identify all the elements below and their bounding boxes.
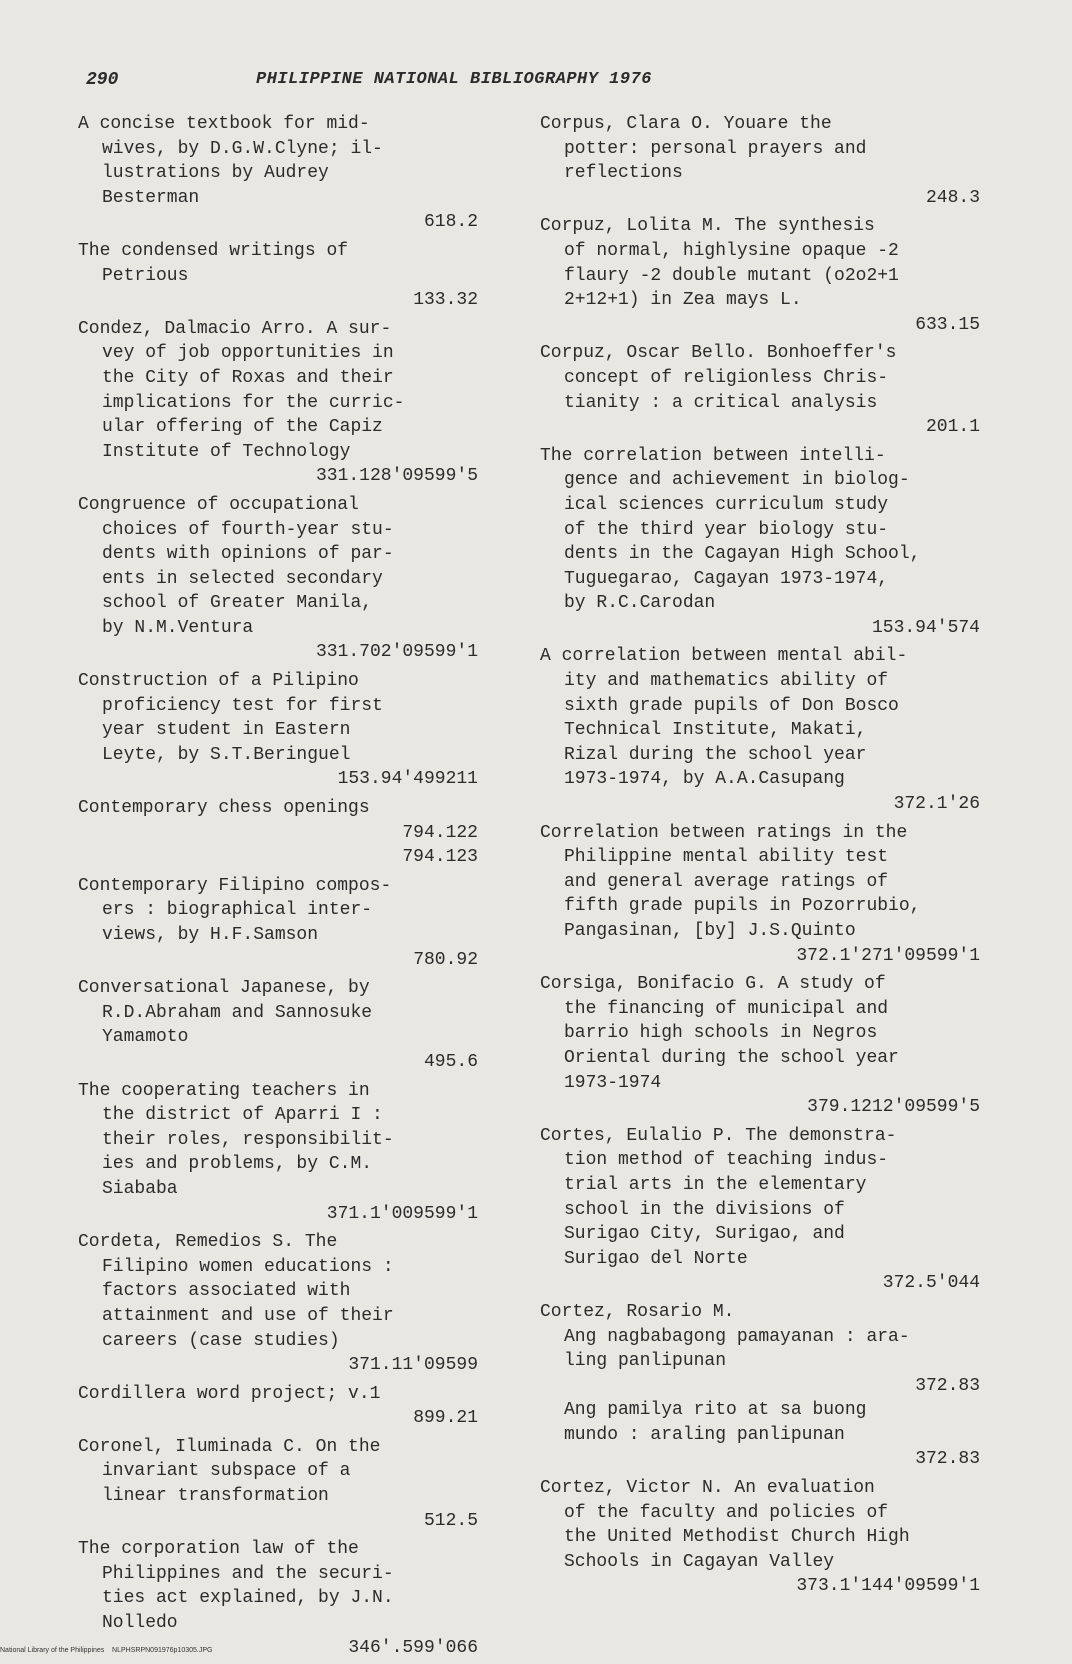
entry-line: Schools in Cagayan Valley xyxy=(564,1551,835,1572)
entry-line: the district of Aparri I : xyxy=(102,1105,383,1126)
class-number: 372.83 xyxy=(915,1375,980,1396)
bib-entry xyxy=(78,669,478,792)
entry-line: proficiency test for first xyxy=(102,695,383,716)
entry-line: invariant subspace of a xyxy=(102,1461,351,1482)
entry-line: the financing of municipal and xyxy=(564,998,889,1019)
entry-line: the City of Roxas and their xyxy=(102,367,394,388)
class-number: 372.1'26 xyxy=(893,794,980,815)
entry-line: Siababa xyxy=(102,1178,178,1199)
entry-line: Surigao City, Surigao, and xyxy=(564,1224,845,1245)
entry-line: Technical Institute, Makati, xyxy=(564,720,867,741)
entry-line: Pangasinan, [by] J.S.Quinto xyxy=(564,921,856,941)
class-number: 794.123 xyxy=(402,847,478,868)
class-number: 512.5 xyxy=(423,1510,478,1531)
sub-entry-line: mundo : araling panlipunan xyxy=(564,1424,845,1445)
entry-line: year student in Eastern xyxy=(102,720,351,741)
class-number: 371.11'09599 xyxy=(348,1355,478,1376)
bib-entry xyxy=(540,972,980,1120)
entry-line: Nolledo xyxy=(102,1613,178,1634)
entry-line: Philippine mental ability test xyxy=(564,847,889,868)
entry-line: barrio high schools in Negros xyxy=(564,1023,878,1044)
class-number: 201.1 xyxy=(925,417,980,438)
page-header xyxy=(86,70,1016,98)
entry-line: Tuguegarao, Cagayan 1973-1974, xyxy=(564,568,889,589)
entry-line: wives, by D.G.W.Clyne; il- xyxy=(102,138,383,159)
entry-line: of the faculty and policies of xyxy=(564,1502,889,1523)
entry-line: and general average ratings of xyxy=(564,871,889,892)
bib-entry xyxy=(78,874,478,972)
entry-line: dents in the Cagayan High School, xyxy=(564,544,921,565)
entry-line: Besterman xyxy=(102,187,200,208)
class-number: 133.32 xyxy=(413,290,478,311)
bib-entry xyxy=(78,317,478,489)
entry-line: ical sciences curriculum study xyxy=(564,494,889,515)
entry-heading: Contemporary Filipino compos- xyxy=(78,875,392,896)
entry-heading: The condensed writings of xyxy=(78,240,349,261)
entry-line: Leyte, by S.T.Beringuel xyxy=(102,744,351,765)
entry-line: school of Greater Manila, xyxy=(102,593,373,614)
bib-entry xyxy=(78,112,478,235)
bib-entry xyxy=(78,1435,478,1533)
entry-line: 2+12+1) in Zea mays L. xyxy=(564,290,802,311)
entry-line: ity and mathematics ability of xyxy=(564,671,889,692)
bib-entry xyxy=(540,1476,980,1599)
entry-heading: Condez, Dalmacio Arro. A sur- xyxy=(78,318,392,339)
entry-heading: A concise textbook for mid- xyxy=(78,114,370,134)
entry-heading: Cortes, Eulalio P. The demonstra- xyxy=(540,1125,897,1146)
entry-line: school in the divisions of xyxy=(564,1199,845,1220)
entry-line: by N.M.Ventura xyxy=(102,617,254,638)
bib-entry xyxy=(540,444,980,641)
entry-heading: Conversational Japanese, by xyxy=(78,978,370,999)
bib-entry xyxy=(78,1079,478,1227)
class-number: 372.83 xyxy=(915,1449,980,1470)
entry-line: of the third year biology stu- xyxy=(564,519,889,540)
bib-entry xyxy=(540,112,980,210)
sub-entry-line: Ang pamilya rito at sa buong xyxy=(564,1400,867,1421)
entry-line: potter: personal prayers and xyxy=(564,138,867,159)
bib-entry xyxy=(540,1300,980,1472)
bib-entry xyxy=(540,821,980,969)
bib-entry xyxy=(540,1124,980,1296)
entry-heading: Cordeta, Remedios S. The xyxy=(78,1232,338,1253)
entry-heading: The corporation law of the xyxy=(78,1539,359,1560)
class-number: 618.2 xyxy=(423,212,478,233)
bib-entry xyxy=(78,796,478,870)
entry-heading: Correlation between ratings in the xyxy=(540,822,908,843)
entry-heading: Congruence of occupational xyxy=(78,494,359,515)
class-number: 372.1'271'09599'1 xyxy=(796,945,980,966)
entry-line: choices of fourth-year stu- xyxy=(102,519,394,540)
sub-entry-line: Ang nagbabagong pamayanan : ara- xyxy=(564,1326,910,1347)
class-number: 248.3 xyxy=(925,187,980,208)
class-number: 371.1'009599'1 xyxy=(326,1203,478,1224)
entry-line: tianity : a critical analysis xyxy=(564,392,878,413)
entry-line: Petrious xyxy=(102,265,189,286)
bib-entry xyxy=(540,341,980,439)
entry-heading: The correlation between intelli- xyxy=(540,445,886,466)
entry-line: 1973-1974, by A.A.Casupang xyxy=(564,769,845,790)
class-number: 794.122 xyxy=(402,822,478,843)
entry-line: lustrations by Audrey xyxy=(102,163,329,184)
entry-line: concept of religionless Chris- xyxy=(564,367,889,388)
right-column xyxy=(540,112,980,1603)
entry-line: 1973-1974 xyxy=(564,1072,662,1093)
class-number: 780.92 xyxy=(413,949,478,970)
class-number: 495.6 xyxy=(423,1051,478,1072)
bib-entry xyxy=(540,214,980,337)
class-number: 153.94'499211 xyxy=(337,769,478,790)
entry-line: of normal, highlysine opaque -2 xyxy=(564,240,899,261)
entry-heading: Corpuz, Oscar Bello. Bonhoeffer's xyxy=(540,343,897,364)
entry-line: the United Methodist Church High xyxy=(564,1527,910,1548)
entry-line: linear transformation xyxy=(102,1486,329,1507)
entry-line: vey of job opportunities in xyxy=(102,343,394,364)
page-number: 290 xyxy=(86,70,119,90)
entry-line: ents in selected secondary xyxy=(102,568,383,589)
entry-heading: Cortez, Victor N. An evaluation xyxy=(540,1478,875,1499)
class-number: 379.1212'09599'5 xyxy=(807,1097,980,1118)
class-number: 372.5'044 xyxy=(882,1273,980,1294)
entry-heading: Cordillera word project; v.1 xyxy=(78,1383,381,1404)
entry-line: Philippines and the securi- xyxy=(102,1563,394,1584)
entry-line: Filipino women educations : xyxy=(102,1256,394,1277)
bib-entry xyxy=(78,493,478,665)
entry-line: attainment and use of their xyxy=(102,1305,394,1326)
entry-line: Institute of Technology xyxy=(102,441,351,462)
entry-line: Yamamoto xyxy=(102,1027,189,1048)
bib-entry xyxy=(540,644,980,816)
entry-line: R.D.Abraham and Sannosuke xyxy=(102,1002,373,1023)
class-number: 331.128'09599'5 xyxy=(315,466,478,487)
entry-line: implications for the curric- xyxy=(102,392,405,413)
class-number: 633.15 xyxy=(915,314,980,335)
scan-footer: National Library of the Philippines NLPHSRPN091976p10305.JPG xyxy=(0,1647,213,1654)
entry-line: flaury -2 double mutant (o2o2+1 xyxy=(564,265,899,286)
entry-line: ties act explained, by J.N. xyxy=(102,1588,394,1609)
sub-entry-line: ling panlipunan xyxy=(564,1351,727,1372)
bib-entry xyxy=(78,239,478,313)
entry-line: ies and problems, by C.M. xyxy=(102,1154,373,1175)
entry-line: Surigao del Norte xyxy=(564,1248,748,1269)
entry-line: trial arts in the elementary xyxy=(564,1174,867,1195)
entry-line: by R.C.Carodan xyxy=(564,593,716,614)
entry-line: Oriental during the school year xyxy=(564,1047,899,1068)
entry-line: careers (case studies) xyxy=(102,1330,340,1351)
entry-line: Rizal during the school year xyxy=(564,744,867,765)
entry-line: ers : biographical inter- xyxy=(102,900,373,921)
bib-entry xyxy=(78,1230,478,1378)
entry-heading: Coronel, Iluminada C. On the xyxy=(78,1436,381,1457)
entry-heading: A correlation between mental abil- xyxy=(540,646,908,667)
entry-heading: Construction of a Pilipino xyxy=(78,671,359,692)
entry-line: tion method of teaching indus- xyxy=(564,1150,889,1171)
class-number: 153.94'574 xyxy=(871,617,980,638)
bib-entry xyxy=(78,976,478,1074)
class-number: 346'.599'066 xyxy=(348,1637,478,1658)
bib-entry xyxy=(78,1382,478,1431)
class-number: 899.21 xyxy=(413,1408,478,1429)
bib-entry xyxy=(78,1537,478,1660)
entry-line: dents with opinions of par- xyxy=(102,544,394,565)
entry-heading: Corpus, Clara O. Youare the xyxy=(540,114,832,134)
entry-line: fifth grade pupils in Pozorrubio, xyxy=(564,896,921,917)
entry-line: ular offering of the Capiz xyxy=(102,417,383,438)
entry-heading: Cortez, Rosario M. xyxy=(540,1301,735,1322)
entry-heading: Corsiga, Bonifacio G. A study of xyxy=(540,974,886,995)
class-number: 373.1'144'09599'1 xyxy=(796,1576,980,1597)
entry-line: reflections xyxy=(564,163,683,184)
entry-heading: Contemporary chess openings xyxy=(78,798,370,819)
entry-heading: The cooperating teachers in xyxy=(78,1080,370,1101)
entry-line: their roles, responsibilit- xyxy=(102,1129,394,1150)
class-number: 331.702'09599'1 xyxy=(315,642,478,663)
left-column xyxy=(78,112,478,1664)
entry-line: views, by H.F.Samson xyxy=(102,925,319,945)
running-title: PHILIPPINE NATIONAL BIBLIOGRAPHY 1976 xyxy=(256,70,652,89)
entry-line: gence and achievement in biolog- xyxy=(564,470,910,491)
entry-line: sixth grade pupils of Don Bosco xyxy=(564,695,899,716)
entry-heading: Corpuz, Lolita M. The synthesis xyxy=(540,216,875,237)
entry-line: factors associated with xyxy=(102,1281,351,1302)
